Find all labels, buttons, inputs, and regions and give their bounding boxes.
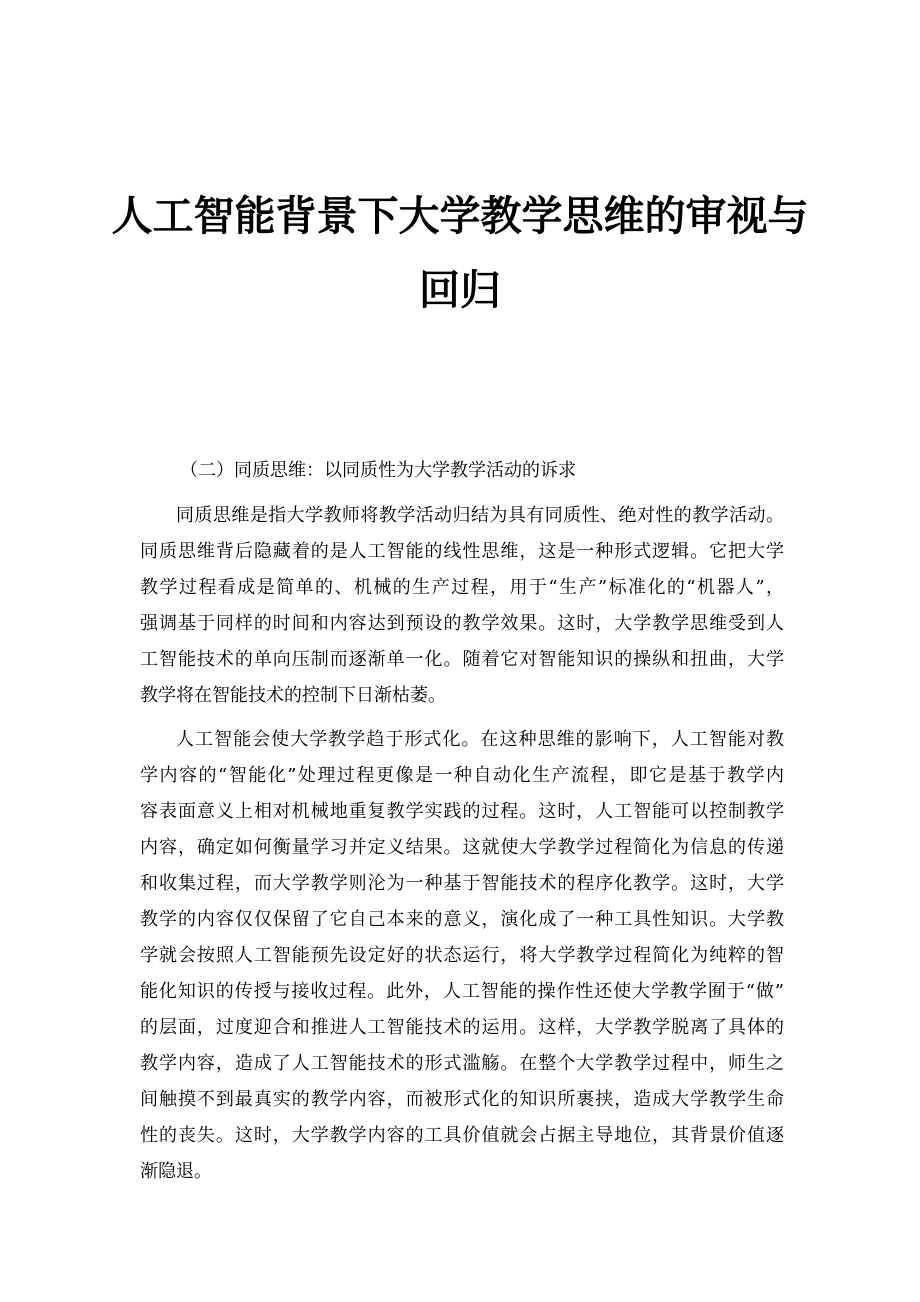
document-title-line-2: 回归 xyxy=(419,266,501,314)
paragraph-line: 同质思维是指大学教师将教学活动归结为具有同质性、绝对性的教学活动。 xyxy=(176,505,784,526)
paragraph-line: 间触摸不到最真实的教学内容，而被形式化的知识所裹挟，造成大学教学生命 xyxy=(140,1089,784,1110)
paragraph-line: 性的丧失。这时，大学教学内容的工具价值就会占据主导地位，其背景价值逐 xyxy=(140,1125,784,1146)
paragraph-line: 学就会按照人工智能预先设定好的状态运行，将大学教学过程简化为纯粹的智 xyxy=(140,945,784,966)
paragraph-line: 渐隐退。 xyxy=(140,1161,212,1182)
paragraph-line: 同质思维背后隐藏着的是人工智能的线性思维，这是一种形式逻辑。它把大学 xyxy=(140,541,784,562)
paragraph-line: 教学内容，造成了人工智能技术的形式滥觞。在整个大学教学过程中，师生之 xyxy=(140,1053,784,1074)
paragraph-line: 教学将在智能技术的控制下日渐枯萎。 xyxy=(140,685,446,706)
paragraph-line: 容表面意义上相对机械地重复教学实践的过程。这时，人工智能可以控制教学 xyxy=(140,801,784,822)
paragraph-line: 的层面，过度迎合和推进人工智能技术的运用。这样，大学教学脱离了具体的 xyxy=(140,1017,784,1038)
paragraph-line: 和收集过程，而大学教学则沦为一种基于智能技术的程序化教学。这时，大学 xyxy=(140,873,784,894)
document-title-line-1: 人工智能背景下大学教学思维的审视与 xyxy=(111,192,809,240)
paragraph-line: 工智能技术的单向压制而逐渐单一化。随着它对智能知识的操纵和扭曲，大学 xyxy=(140,649,784,670)
paragraph-line: 学内容的“智能化”处理过程更像是一种自动化生产流程，即它是基于教学内 xyxy=(140,765,784,786)
paragraph-line: 人工智能会使大学教学趋于形式化。在这种思维的影响下，人工智能对教 xyxy=(176,729,784,750)
paragraph-line: 内容，确定如何衡量学习并定义结果。这就使大学教学过程简化为信息的传递 xyxy=(140,837,784,858)
paragraph-line: 强调基于同样的时间和内容达到预设的教学效果。这时，大学教学思维受到人 xyxy=(140,613,784,634)
paragraph-line: 教学的内容仅仅保留了它自己本来的意义，演化成了一种工具性知识。大学教 xyxy=(140,909,784,930)
paragraph-1 xyxy=(140,498,784,714)
paragraph-line: 教学过程看成是简单的、机械的生产过程，用于“生产”标准化的“机器人”， xyxy=(140,577,784,598)
section-heading: （二）同质思维：以同质性为大学教学活动的诉求 xyxy=(180,460,576,481)
paragraph-2 xyxy=(140,722,784,1190)
paragraph-line: 能化知识的传授与接收过程。此外，人工智能的操作性还使大学教学囿于“做” xyxy=(140,981,784,1002)
